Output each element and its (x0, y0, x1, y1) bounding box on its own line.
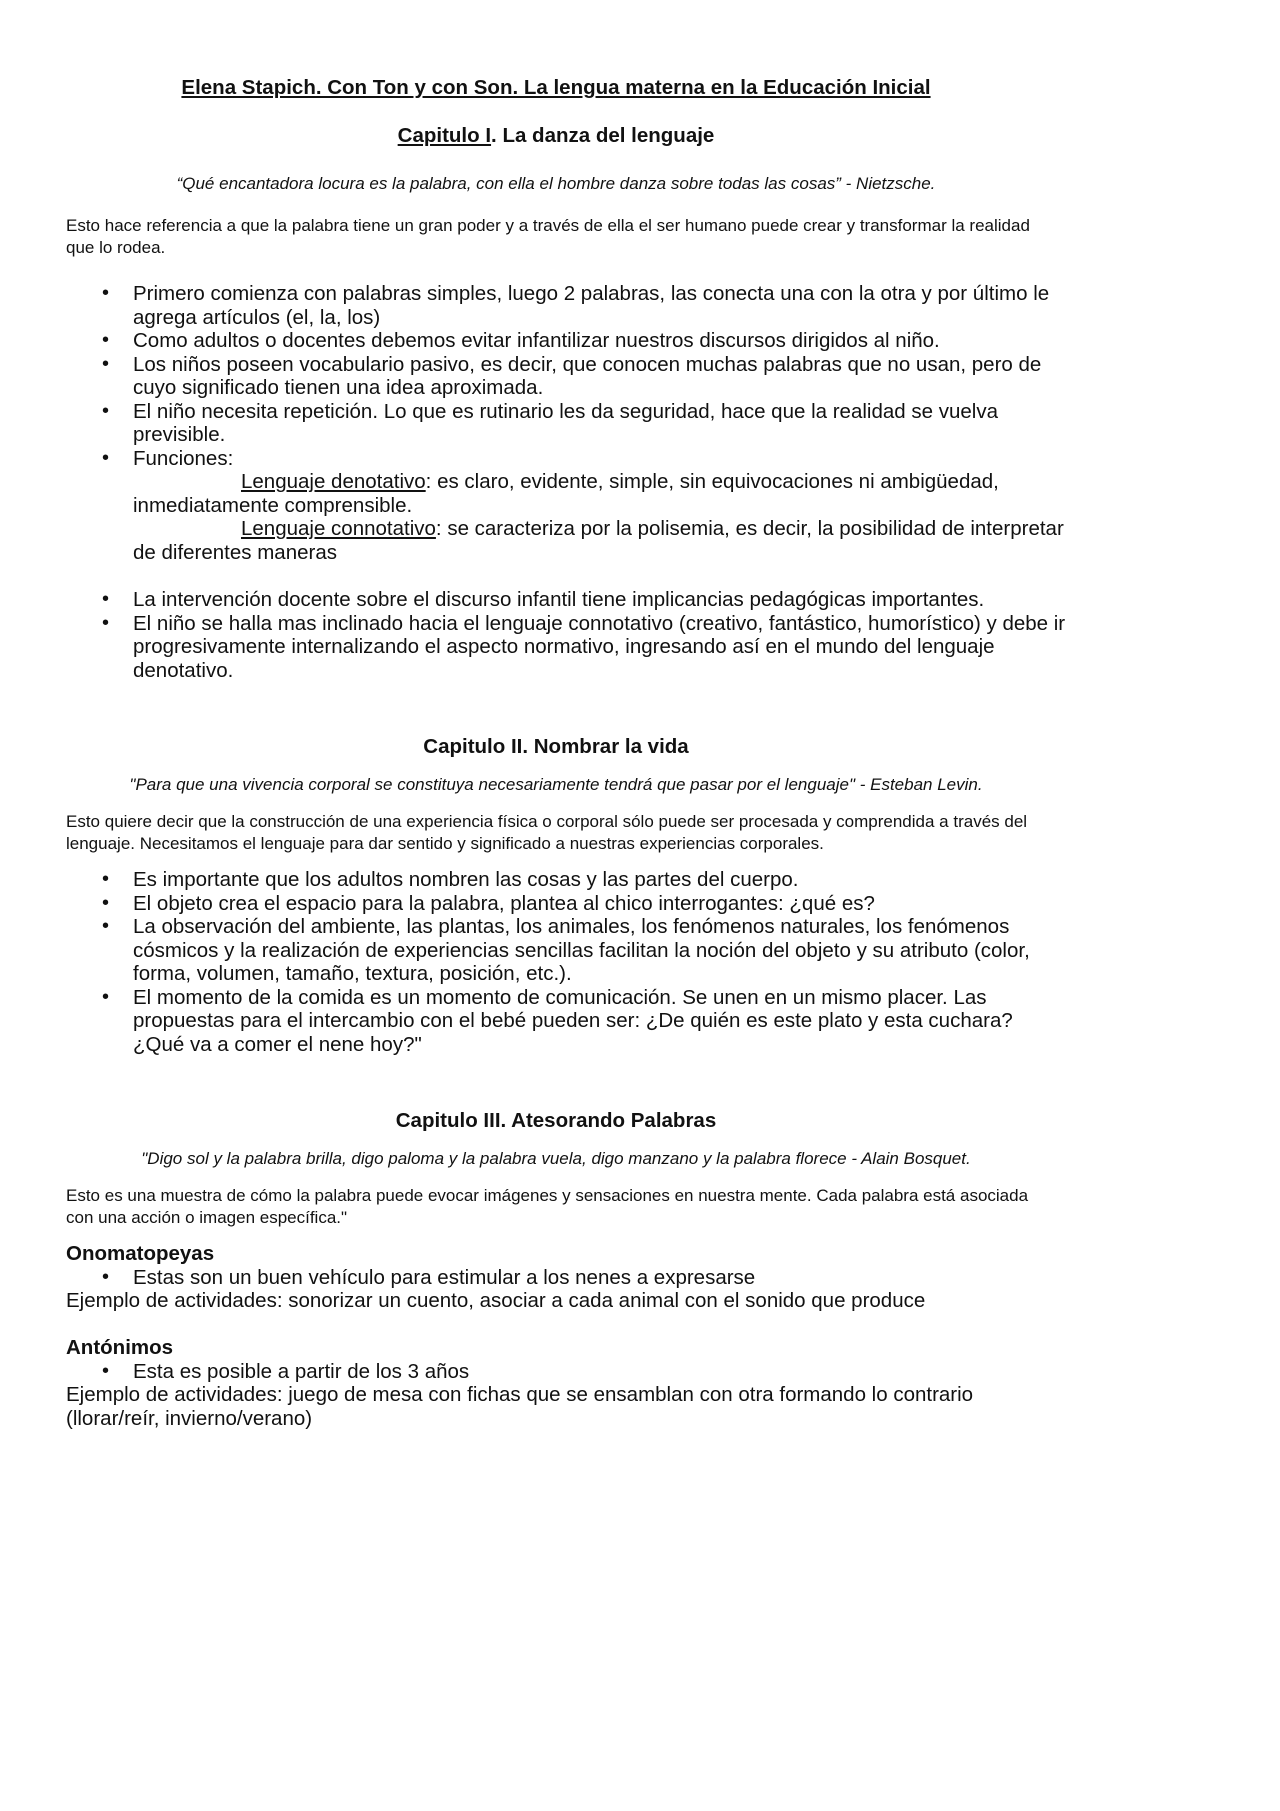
onomatopeyas-bullet-list (66, 1266, 1066, 1290)
chapter-2-bullet-list (66, 868, 1066, 1056)
bullet-icon: • (102, 915, 110, 937)
bullet-icon: • (102, 1359, 110, 1382)
list-item (66, 329, 1066, 353)
bullet-icon: • (102, 891, 110, 914)
section-heading-antonimos: Antónimos (66, 1336, 174, 1359)
chapter-1-heading-number: Capitulo I (397, 124, 492, 147)
term-connotativo: Lenguaje connotativo (241, 517, 436, 540)
bullet-icon: • (102, 282, 110, 304)
example-antonimos: Ejemplo de actividades: juego de mesa con fichas que se ensamblan con otra formando lo contrario (llorar/reír, invierno/verano) (66, 1383, 974, 1430)
section-antonimos (66, 1336, 996, 1430)
list-item-text: Es importante que los adultos nombren las cosas y las partes del cuerpo. (133, 868, 799, 891)
bullet-icon: • (102, 985, 110, 1008)
chapter-1-heading (66, 124, 1046, 148)
list-item (66, 986, 1066, 1057)
list-item-text: Primero comienza con palabras simples, luego 2 palabras, las conecta una con la otra y por último le agrega artículos (el, la, los) (133, 282, 1050, 329)
chapter-3-quote: "Digo sol y la palabra brilla, digo paloma y la palabra vuela, digo manzano y la palabra florece - Alain Bosquet. (141, 1149, 971, 1168)
example-onomatopeyas: Ejemplo de actividades: sonorizar un cuento, asociar a cada animal con el sonido que produce (66, 1289, 926, 1312)
chapter-1-paragraph: Esto hace referencia a que la palabra tiene un gran poder y a través de ella el ser humano puede crear y transformar la realidad que lo rodea. (66, 216, 1030, 257)
list-item (66, 1266, 1066, 1290)
list-item-text: El objeto crea el espacio para la palabra, plantea al chico interrogantes: ¿qué es? (133, 891, 875, 915)
chapter-2-paragraph: Esto quiere decir que la construcción de una experiencia física o corporal sólo puede ser procesada y comprendida a través del lenguaje. Necesitamos el lenguaje para dar sentido y significado a nuestras experiencias corporales. (66, 812, 1028, 853)
bullet-icon: • (102, 588, 110, 610)
list-item-text: La observación del ambiente, las plantas, los animales, los fenómenos naturales, los fenómenos cósmicos y la realización de experiencias sencillas facilitan la noción del objeto y su atributo (color, forma, volumen, tamaño, textura, posición, etc.). (133, 915, 1030, 985)
list-item-text: Esta es posible a partir de los 3 años (133, 1359, 470, 1383)
section-onomatopeyas (66, 1242, 1066, 1313)
list-item-text: Los niños poseen vocabulario pasivo, es decir, que conocen muchas palabras que no usan, pero de cuyo significado tienen una idea aproximada. (133, 352, 1042, 399)
funciones-connotativo (133, 517, 1066, 564)
bullet-icon: • (102, 446, 110, 469)
bullet-icon: • (102, 1265, 110, 1288)
term-denotativo: Lenguaje denotativo (241, 470, 426, 493)
bullet-icon: • (102, 329, 110, 351)
list-item-text: El niño se halla mas inclinado hacia el lenguaje connotativo (creativo, fantástico, humorístico) y debe ir progresivamente internalizando el aspecto normativo, ingresando así en el mundo del lenguaje denotativo. (133, 611, 1066, 682)
list-item-text: Estas son un buen vehículo para estimular a los nenes a expresarse (133, 1265, 756, 1289)
chapter-1-bullet-list (66, 282, 1066, 564)
chapter-3-heading: Capitulo III. Atesorando Palabras (395, 1109, 717, 1132)
list-item-text: La intervención docente sobre el discurso infantil tiene implicancias pedagógicas importantes. (133, 588, 985, 611)
chapter-1-quote: “Qué encantadora locura es la palabra, con ella el hombre danza sobre todas las cosas” - Nietzsche. (176, 174, 936, 193)
list-item (66, 400, 1066, 447)
chapter-2-quote: "Para que una vivencia corporal se constituya necesariamente tendrá que pasar por el lenguaje" - Esteban Levin. (129, 775, 983, 794)
list-item-text: Como adultos o docentes debemos evitar infantilizar nuestros discursos dirigidos al niño. (133, 329, 940, 352)
list-item-text: El momento de la comida es un momento de comunicación. Se unen en un mismo placer. Las propuestas para el intercambio con el bebé pueden ser: ¿De quién es este plato y esta cuchara? ¿Qué va a comer el nene hoy?" (133, 985, 1013, 1056)
section-heading-onomatopeyas: Onomatopeyas (66, 1242, 215, 1265)
funciones-denotativo (133, 470, 1066, 517)
chapter-1-heading-title: . La danza del lenguaje (491, 124, 715, 147)
list-item (66, 612, 1066, 683)
bullet-icon: • (102, 352, 110, 375)
bullet-icon: • (102, 399, 110, 422)
list-item (66, 892, 1066, 916)
list-item-text: El niño necesita repetición. Lo que es rutinario les da seguridad, hace que la realidad se vuelva previsible. (133, 399, 998, 446)
list-item (66, 868, 1066, 892)
document-title: Elena Stapich. Con Ton y con Son. La lengua materna en la Educación Inicial (181, 76, 931, 99)
funciones-label: Funciones: (133, 446, 234, 470)
definition-connotativo: : se caracteriza por la polisemia, es decir, la posibilidad de interpretar de diferentes maneras (133, 517, 1064, 564)
list-item (66, 1360, 996, 1384)
list-item (66, 282, 1066, 329)
list-item-funciones (66, 447, 1066, 565)
list-item (66, 915, 1066, 986)
definition-denotativo: : es claro, evidente, simple, sin equivocaciones ni ambigüedad, inmediatamente comprensible. (133, 470, 999, 517)
chapter-2-heading: Capitulo II. Nombrar la vida (423, 735, 689, 758)
bullet-icon: • (102, 868, 110, 890)
chapter-3-paragraph: Esto es una muestra de cómo la palabra puede evocar imágenes y sensaciones en nuestra mente. Cada palabra está asociada con una acción o imagen específica." (66, 1186, 1029, 1227)
antonimos-bullet-list (66, 1360, 996, 1384)
chapter-1-bullet-list-2 (66, 588, 1066, 682)
list-item (66, 588, 1066, 612)
list-item (66, 353, 1066, 400)
bullet-icon: • (102, 611, 110, 634)
